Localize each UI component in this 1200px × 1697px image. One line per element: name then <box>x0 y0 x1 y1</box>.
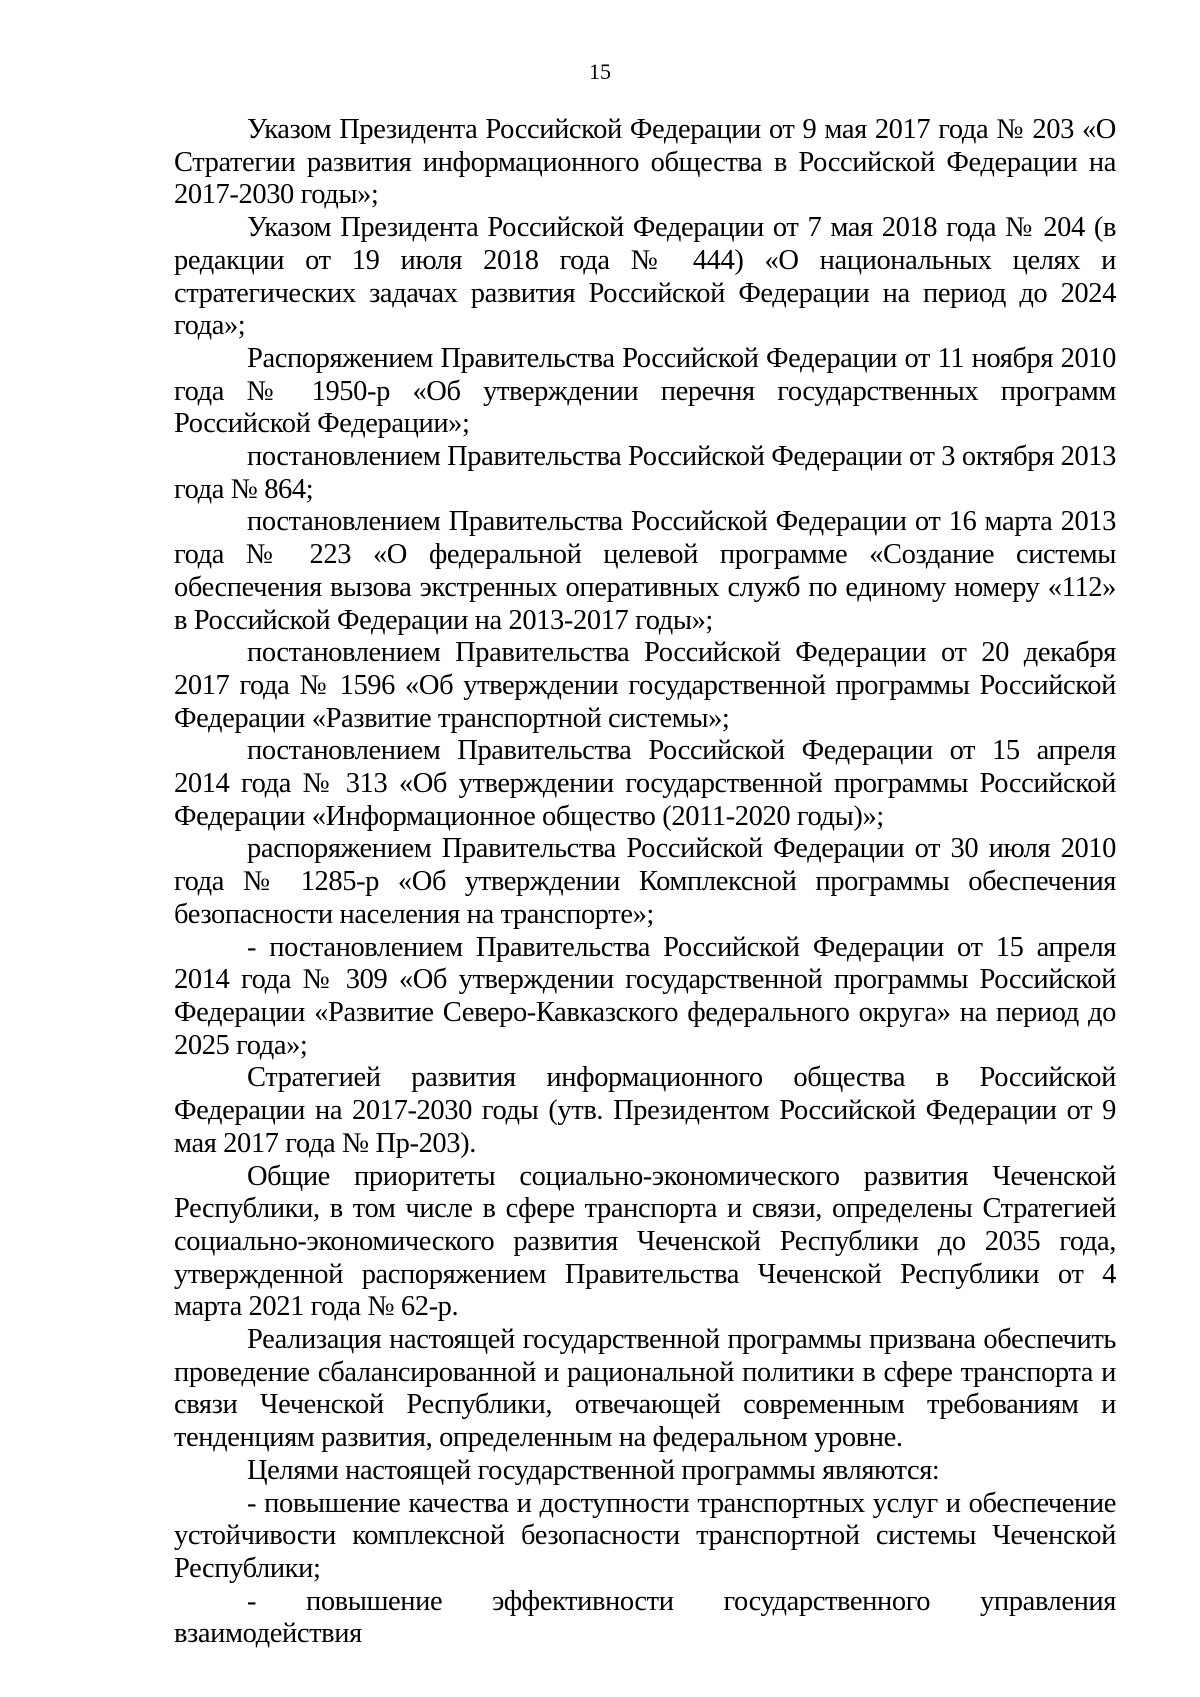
paragraph: - повышение эффективности государственного управления взаимодействия <box>174 1585 1116 1650</box>
paragraph: постановлением Правительства Российской Федерации от 15 апреля 2014 года № 313 «Об утверждении государственной программы Российской Федерации «Информационное общество (2011-2020 годы)»; <box>174 735 1116 832</box>
paragraph: Реализация настоящей государственной программы призвана обеспечить проведение сбалансированной и рациональной политики в сфере транспорта и связи Чеченской Республики, отвечающей современным требованиям и тенденциям развития, определенным на федеральном уровне. <box>174 1324 1116 1454</box>
paragraph: Общие приоритеты социально-экономического развития Чеченской Республики, в том числе в сфере транспорта и связи, определены Стратегией социально-экономического развития Чеченской Республики до 2035 года, утвержденной распоряжением Правительства Чеченской Республики от 4 марта 2021 года № 62-р. <box>174 1160 1116 1323</box>
paragraph: Указом Президента Российской Федерации от 9 мая 2017 года № 203 «О Стратегии развития информационного общества в Российской Федерации на 2017-2030 годы»; <box>174 114 1116 211</box>
paragraph: Распоряжением Правительства Российской Федерации от 11 ноября 2010 года № 1950-р «Об утверждении перечня государственных программ Российской Федерации»; <box>174 342 1116 440</box>
paragraph: постановлением Правительства Российской Федерации от 3 октября 2013 года № 864; <box>174 441 1116 505</box>
paragraph: - постановлением Правительства Российской Федерации от 15 апреля 2014 года № 309 «Об утверждении государственной программы Российской Федерации «Развитие Северо-Кавказского федерального округа» на период до 2025 года»; <box>174 931 1116 1061</box>
paragraph: распоряжением Правительства Российской Федерации от 30 июля 2010 года № 1285-р «Об утверждении Комплексной программы обеспечения безопасности населения на транспорте»; <box>174 833 1116 930</box>
document-body <box>174 114 1116 1651</box>
paragraph: - повышение качества и доступности транспортных услуг и обеспечение устойчивости комплексной безопасности транспортной системы Чеченской Республики; <box>174 1487 1116 1584</box>
page-number: 15 <box>589 59 611 84</box>
paragraph: постановлением Правительства Российской Федерации от 20 декабря 2017 года № 1596 «Об утверждении государственной программы Российской Федерации «Развитие транспортной системы»; <box>174 637 1116 734</box>
paragraph: Указом Президента Российской Федерации от 7 мая 2018 года № 204 (в редакции от 19 июля 2018 года № 444) «О национальных целях и стратегических задачах развития Российской Федерации на период до 2024 года»; <box>174 212 1116 342</box>
paragraph: постановлением Правительства Российской Федерации от 16 марта 2013 года № 223 «О федеральной целевой программе «Создание системы обеспечения вызова экстренных оперативных служб по единому номеру «112» в Российской Федерации на 2013-2017 годы»; <box>174 506 1116 636</box>
paragraph: Стратегией развития информационного общества в Российской Федерации на 2017-2030 годы (утв. Президентом Российской Федерации от 9 мая 2017 года № Пр-203). <box>174 1062 1116 1159</box>
paragraph: Целями настоящей государственной программы являются: <box>247 1454 940 1486</box>
